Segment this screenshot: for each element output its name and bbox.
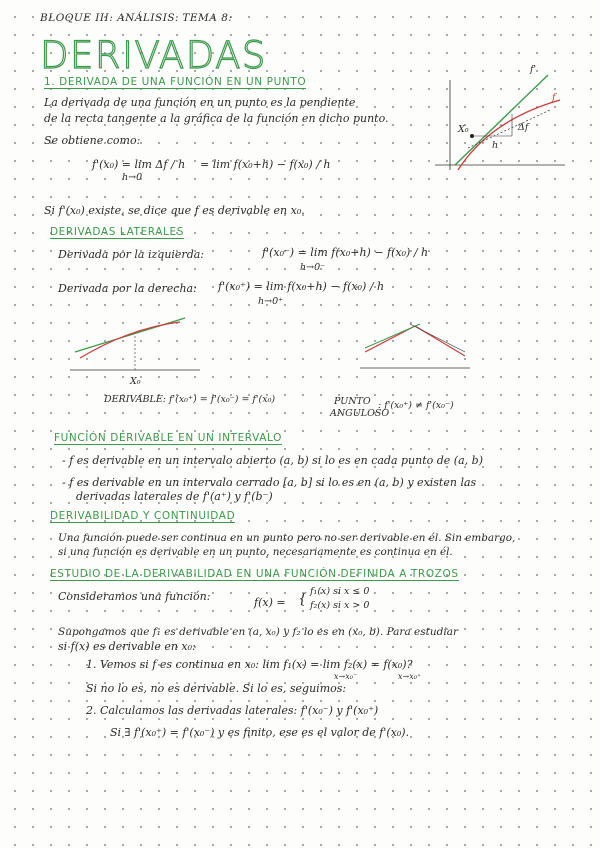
right-derivative-limit: h→0⁺ — [258, 296, 284, 307]
piecewise-fdef: f(x) = — [254, 596, 286, 609]
fprime-label: f' — [530, 64, 537, 75]
sec1-line-3: Se obtiene como: — [44, 134, 141, 147]
tangent-point — [470, 134, 474, 138]
piecewise-suppose-1: Supongamos que f₁ es derivable en (a, x₀) y f₂ lo es en (x₀, b). Para estudiar — [58, 626, 458, 638]
secant-line — [468, 110, 550, 148]
piecewise-step-2: 2. Calculamos las derivadas laterales: f'(x₀⁻) y f'(x₀⁺) — [86, 704, 379, 717]
x0-label: X₀ — [458, 124, 469, 135]
sec1-line-1: La derivada de una función en un punto es la pendiente — [44, 96, 356, 109]
f-label: f — [552, 92, 556, 103]
right-derivative-formula: f'(x₀⁺) = lim f(x₀+h) − f(x₀) / h — [218, 280, 385, 293]
continuity-heading — [50, 510, 235, 522]
left-derivative-formula: f'(x₀⁻) = lim f(x₀+h) − f(x₀) / h — [262, 246, 429, 259]
corner-label-top: PUNTO — [334, 396, 371, 407]
interval-heading-text: FUNCIÓN DERIVABLE EN UN INTERVALO — [54, 432, 282, 444]
piecewise-brace: { — [298, 591, 307, 607]
interval-line-3: derivadas laterales de f'(a⁺) y f'(b⁻) — [76, 490, 273, 503]
page-title: DERIVADAS — [40, 34, 267, 77]
piecewise-heading-text: ESTUDIO DE LA DERIVABILIDAD EN UNA FUNCIÓN DEFINIDA A TROZOS — [50, 568, 459, 580]
h-label: h — [492, 140, 499, 151]
piecewise-step-1-lim-right: x→x₀⁺ — [398, 672, 422, 681]
derivative-formula-lhs: f'(x₀) = lim Δf / h — [92, 158, 186, 171]
left-derivative-label: Derivada por la izquierda: — [58, 248, 204, 261]
derivable-curve — [80, 322, 180, 358]
derivative-formula-rhs: = lim f(x₀+h) − f(x₀) / h — [200, 158, 331, 171]
sec1-line-2: de la recta tangente a la gráfica de la función en dicho punto. — [44, 112, 389, 125]
left-derivative-limit: h→0⁻ — [300, 262, 326, 273]
interval-line-1: - f es derivable en un intervalo abierto (a, b) si lo es en cada punto de (a, b) — [62, 454, 483, 467]
derivable-sketch — [70, 310, 200, 380]
tangent-line — [455, 75, 548, 165]
continuity-heading-text: DERIVABILIDAD Y CONTINUIDAD — [50, 510, 236, 522]
right-derivative-label: Derivada por la derecha: — [58, 282, 197, 295]
continuity-line-1: Una función puede ser continua en un punto pero no ser derivable en él. Sin embargo, — [58, 532, 516, 544]
corner-formula: : f'(x₀⁺) ≠ f'(x₀⁻) — [378, 400, 454, 411]
corner-right-tangent — [410, 324, 465, 352]
piecewise-step-1: 1. Vemos si f es continua en x₀: lim f₁(x) = lim f₂(x) = f(x₀)? — [86, 658, 413, 671]
derivable-x0-label: X₀ — [130, 376, 141, 387]
df-label: Δf — [518, 122, 529, 133]
piecewise-step-1-lim-left: x→x₀⁻ — [334, 672, 358, 681]
continuity-line-2: si una función es derivable en un punto, necesariamente es continua en él. — [58, 546, 453, 558]
section-1-heading-text: 1. DERIVADA DE UNA FUNCIÓN EN UN PUNTO — [44, 76, 307, 88]
piecewise-suppose-2: si f(x) es derivable en x₀: — [58, 640, 196, 653]
piecewise-piece-2: f₂(x) si x > 0 — [310, 600, 370, 611]
header-text: BLOQUE III: ANÁLISIS. TEMA 8: — [40, 12, 233, 24]
lateral-heading-text: DERIVADAS LATERALES — [50, 226, 185, 238]
piecewise-step-1b: Si no lo es, no es derivable. Si lo es, seguimos: — [86, 682, 347, 695]
section-1-heading — [44, 76, 306, 88]
interval-line-2: - f es derivable en un intervalo cerrado [a, b] si lo es en (a, b) y existen las — [62, 476, 477, 489]
derivable-caption: DERIVABLE: f'(x₀⁺) = f'(x₀⁻) = f'(x₀) — [104, 394, 276, 405]
corner-label-bottom: ANGULOSO — [330, 408, 390, 419]
corner-point-sketch — [360, 316, 470, 376]
derivable-definition: Si f'(x₀) existe, se dice que f es derivable en x₀. — [44, 204, 305, 217]
corner-left-tangent — [365, 324, 420, 348]
tangent-graph — [430, 60, 570, 180]
piecewise-heading — [50, 568, 459, 580]
piecewise-piece-1: f₁(x) si x ≤ 0 — [310, 586, 370, 597]
interval-heading — [54, 432, 282, 444]
piecewise-step-2b: Si ∃ f'(x₀⁺) = f'(x₀⁻) y es finito, ese es el valor de f'(x₀). — [110, 726, 410, 739]
derivative-formula-limit: h→0 — [122, 172, 143, 183]
piecewise-intro: Consideramos una función: — [58, 590, 211, 603]
lateral-heading — [50, 226, 184, 238]
